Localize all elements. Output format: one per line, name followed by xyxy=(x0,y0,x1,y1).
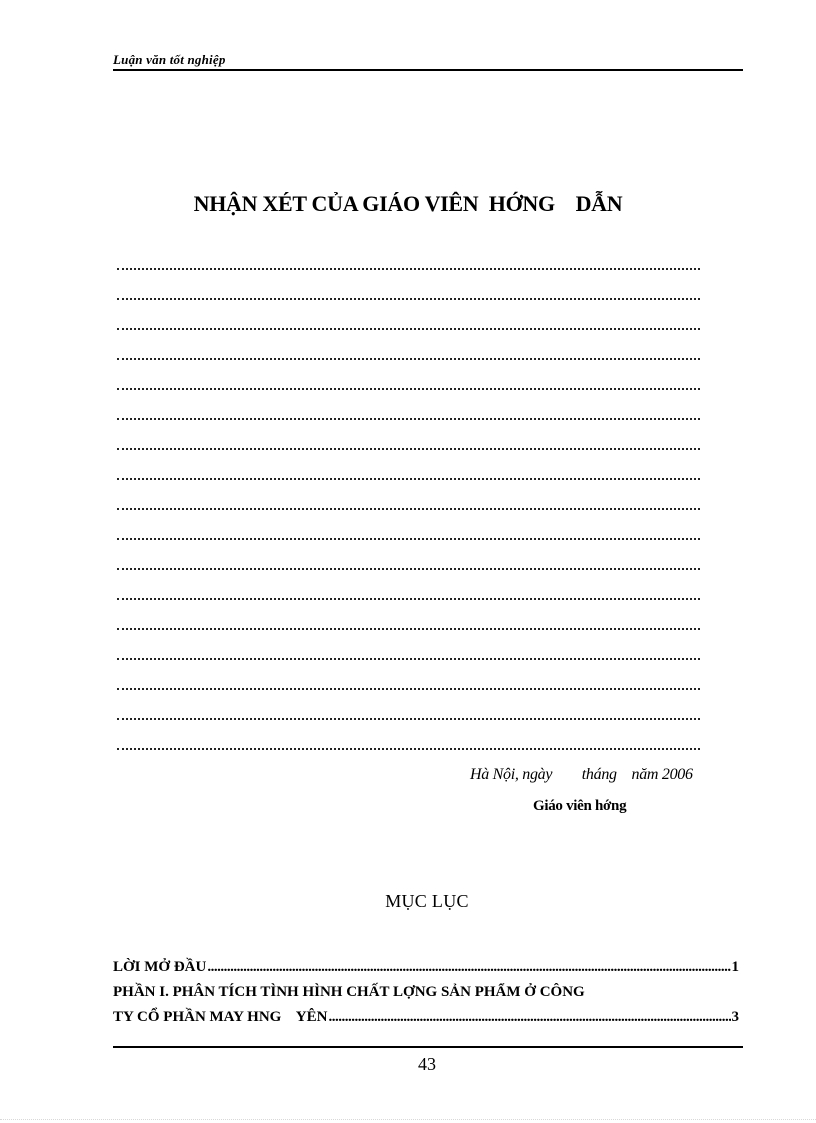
blank-dotted-line xyxy=(117,678,700,708)
blank-dotted-line xyxy=(117,588,700,618)
toc-entry-page: 1 xyxy=(731,959,739,975)
blank-dotted-line xyxy=(117,558,700,588)
blank-dotted-line xyxy=(117,498,700,528)
footer-rule xyxy=(113,1046,743,1048)
blank-dotted-line xyxy=(117,258,700,288)
blank-dotted-line xyxy=(117,378,700,408)
blank-dotted-line xyxy=(117,438,700,468)
toc-title: MỤC LỤC xyxy=(385,891,469,911)
toc-leader xyxy=(207,955,730,980)
toc-entry-text: TY CỔ PHẦN MAY HNG YÊN xyxy=(113,1009,328,1025)
toc-entry[interactable] xyxy=(113,955,739,980)
blank-dotted-line xyxy=(117,648,700,678)
blank-dotted-line xyxy=(117,348,700,378)
blank-dotted-line xyxy=(117,408,700,438)
date-line: Hà Nội, ngày tháng năm 2006 xyxy=(470,766,693,783)
blank-dotted-line xyxy=(117,528,700,558)
running-header xyxy=(113,52,743,71)
blank-dotted-line xyxy=(117,468,700,498)
toc-entry[interactable] xyxy=(113,1005,739,1030)
page-number: 43 xyxy=(418,1054,436,1074)
review-title: NHẬN XÉT CỦA GIÁO VIÊN HỚNG DẪN xyxy=(193,191,623,216)
toc-entry-text: LỜI MỞ ĐẦU xyxy=(113,959,207,975)
running-header-title: Luận văn tốt nghiệp xyxy=(113,52,226,67)
header-rule xyxy=(113,69,743,71)
blank-dotted-line xyxy=(117,288,700,318)
toc-entry-page: 3 xyxy=(731,1009,739,1025)
signature-label: Giáo viên hớng xyxy=(533,798,627,814)
table-of-contents xyxy=(113,955,739,1030)
blank-dotted-line xyxy=(117,618,700,648)
review-blank-lines xyxy=(117,258,700,768)
toc-leader xyxy=(328,1005,730,1030)
page-edge-dotted-line xyxy=(0,1119,816,1120)
blank-dotted-line xyxy=(117,708,700,738)
blank-dotted-line xyxy=(117,318,700,348)
blank-dotted-line xyxy=(117,738,700,768)
toc-entry-line[interactable]: PHẦN I. PHÂN TÍCH TÌNH HÌNH CHẤT LỢNG SẢN PHẨM Ở CÔNG xyxy=(113,984,585,1000)
